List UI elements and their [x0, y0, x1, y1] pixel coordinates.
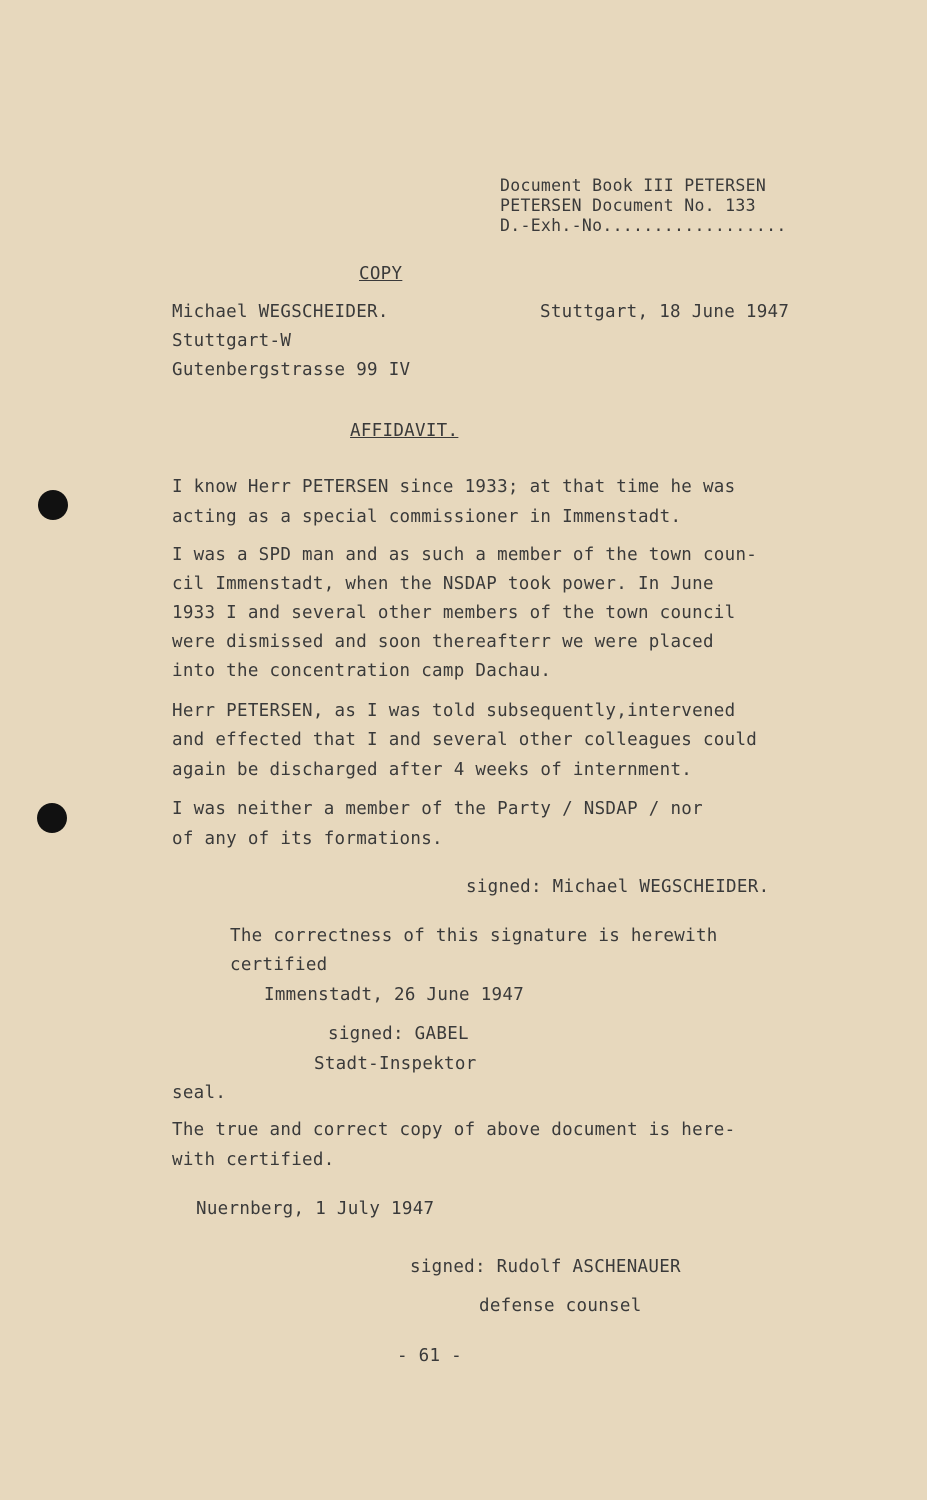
- copy-cert-line2: with certified.: [172, 1150, 335, 1170]
- p2-line2: cil Immenstadt, when the NSDAP took power. In June: [172, 574, 714, 594]
- cert-line2: certified: [230, 955, 328, 975]
- copy-cert-line1: The true and correct copy of above document is here-: [172, 1120, 736, 1140]
- p1-line1: I know Herr PETERSEN since 1933; at that time he was: [172, 477, 736, 497]
- nuernberg-date: Nuernberg, 1 July 1947: [196, 1199, 435, 1219]
- p2-line4: were dismissed and soon thereafterr we were placed: [172, 632, 714, 652]
- cert-title: Stadt-Inspektor: [314, 1054, 477, 1074]
- p2-line1: I was a SPD man and as such a member of the town coun-: [172, 545, 758, 565]
- defense-counsel: defense counsel: [479, 1296, 642, 1316]
- cert-line1: The correctness of this signature is herewith: [230, 926, 718, 946]
- signature-wegscheider: signed: Michael WEGSCHEIDER.: [466, 877, 770, 897]
- exh-line: D.-Exh.-No..................: [500, 216, 787, 235]
- page-number: - 61 -: [397, 1346, 463, 1366]
- doc-book-line: Document Book III PETERSEN: [500, 176, 767, 195]
- p3-line1: Herr PETERSEN, as I was told subsequently,intervened: [172, 701, 736, 721]
- p4-line2: of any of its formations.: [172, 829, 443, 849]
- punch-hole-top: [38, 490, 68, 520]
- copy-label: COPY: [359, 264, 403, 284]
- sender-city: Stuttgart-W: [172, 331, 292, 351]
- seal-label: seal.: [172, 1083, 227, 1103]
- p3-line3: again be discharged after 4 weeks of internment.: [172, 760, 693, 780]
- p1-line2: acting as a special commissioner in Immenstadt.: [172, 507, 682, 527]
- p2-line5: into the concentration camp Dachau.: [172, 661, 552, 681]
- cert-signed-gabel: signed: GABEL: [328, 1024, 469, 1044]
- doc-no-line: PETERSEN Document No. 133: [500, 196, 756, 215]
- sender-name: Michael WEGSCHEIDER.: [172, 302, 389, 322]
- cert-place-date: Immenstadt, 26 June 1947: [264, 985, 525, 1005]
- place-date: Stuttgart, 18 June 1947: [540, 302, 790, 322]
- p3-line2: and effected that I and several other colleagues could: [172, 730, 758, 750]
- p4-line1: I was neither a member of the Party / NSDAP / nor: [172, 799, 703, 819]
- sender-street: Gutenbergstrasse 99 IV: [172, 360, 411, 380]
- affidavit-title: AFFIDAVIT.: [350, 421, 459, 441]
- punch-hole-bottom: [37, 803, 67, 833]
- p2-line3: 1933 I and several other members of the town council: [172, 603, 736, 623]
- signature-aschenauer: signed: Rudolf ASCHENAUER: [410, 1257, 681, 1277]
